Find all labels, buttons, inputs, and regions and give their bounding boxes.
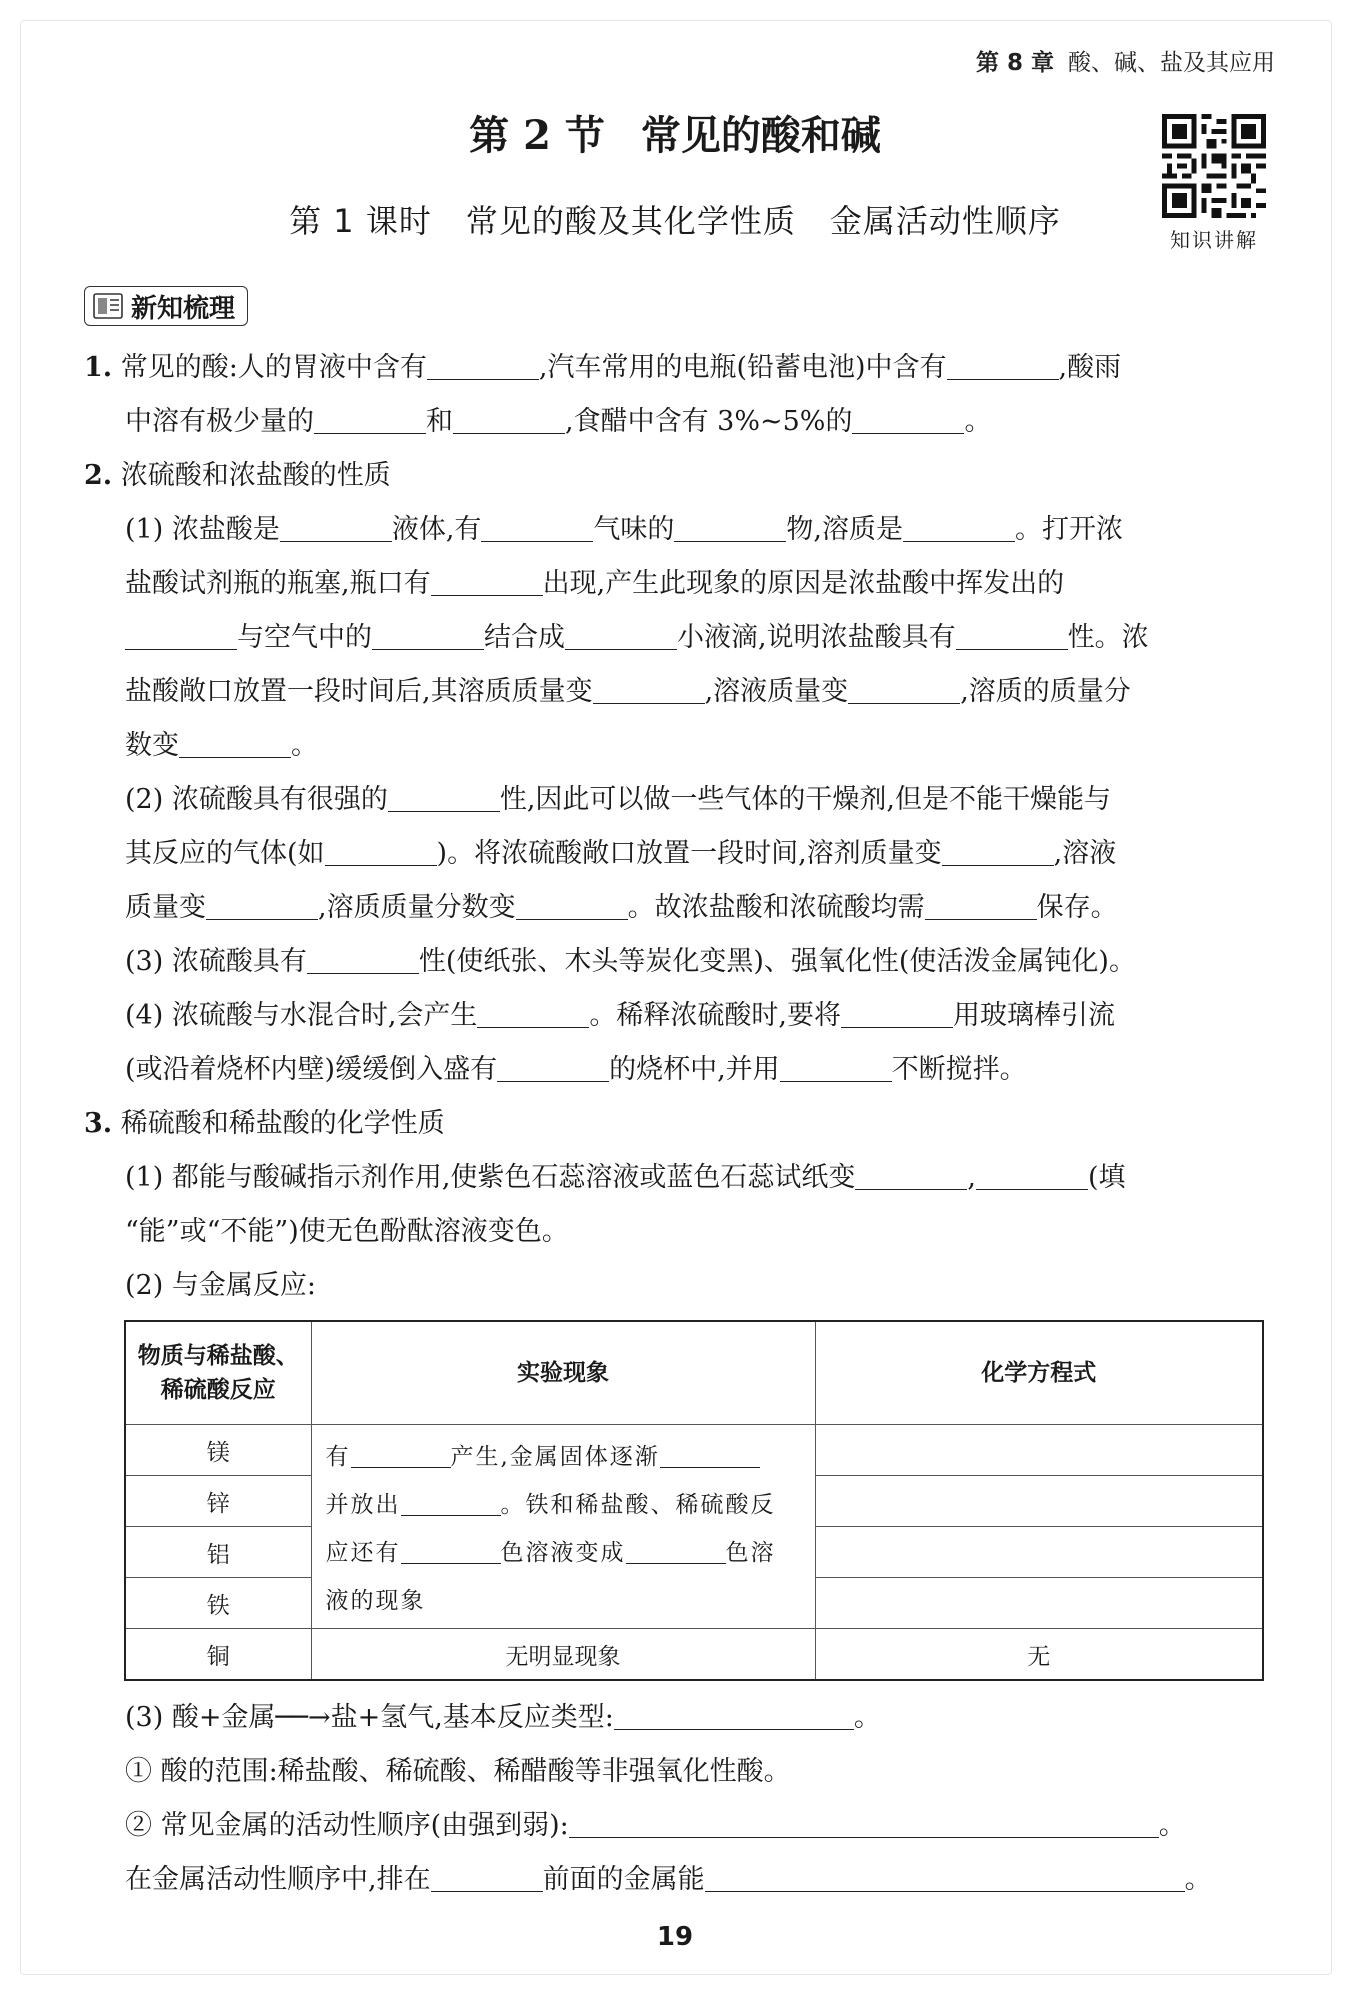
answer-blank[interactable]	[280, 515, 392, 542]
answer-blank[interactable]	[626, 1543, 726, 1564]
answer-blank[interactable]	[481, 515, 593, 542]
q2-p4-line-1	[125, 998, 1115, 1034]
lesson-subtitle	[0, 196, 1350, 242]
q3-text: 在金属活动性顺序中,排在	[125, 1864, 431, 1895]
q2-text: ,溶质质量分数变	[318, 892, 516, 923]
q3-p1-line-1	[125, 1160, 1126, 1196]
answer-blank[interactable]	[925, 893, 1037, 920]
q2-title	[84, 458, 391, 494]
q1-line-2	[125, 404, 991, 440]
section-header-badge	[84, 286, 248, 326]
q3-c2	[125, 1808, 1186, 1844]
q3-text: 。	[853, 1702, 881, 1733]
q3-title-text: 稀硫酸和稀盐酸的化学性质	[120, 1108, 445, 1139]
q2-text: (1) 浓盐酸是	[125, 514, 280, 545]
answer-blank[interactable]	[125, 623, 237, 650]
metal-cell: 镁	[125, 1425, 311, 1476]
qr-code-icon[interactable]	[1162, 114, 1266, 218]
q2-text: ,溶质的质量分	[960, 676, 1131, 707]
q2-text: (4) 浓硫酸与水混合时,会产生	[125, 1000, 478, 1031]
q2-p2-line-2	[125, 836, 1116, 872]
table-row	[125, 1629, 1263, 1681]
answer-blank[interactable]	[956, 623, 1068, 650]
answer-blank[interactable]	[942, 839, 1054, 866]
q3-text: (2) 与金属反应:	[125, 1270, 316, 1301]
q2-text: ,溶液质量变	[704, 676, 849, 707]
q2-p1-line-2	[125, 566, 1064, 602]
q2-p1-line-3	[125, 620, 1149, 656]
open-book-icon	[93, 293, 123, 319]
table-header-equation: 化学方程式	[815, 1321, 1263, 1425]
q3-text: (1) 都能与酸碱指示剂作用,使紫色石蕊溶液或蓝色石蕊试纸变	[125, 1162, 856, 1193]
q2-text: 。稀释浓硫酸时,要将	[589, 1000, 842, 1031]
answer-blank[interactable]	[569, 1811, 1159, 1838]
q2-text: 性(使纸张、木头等炭化变黑)、强氧化性(使活泼金属钝化)。	[418, 946, 1136, 977]
answer-blank[interactable]	[372, 623, 484, 650]
lesson-topic-2: 金属活动性顺序	[829, 202, 1061, 240]
page-number: 19	[656, 1922, 694, 1952]
q2-text: 液体,有	[391, 514, 482, 545]
q2-text: 气味的	[593, 514, 675, 545]
q2-p1-line-5	[125, 728, 318, 764]
answer-blank[interactable]	[497, 1055, 609, 1082]
answer-blank[interactable]	[388, 785, 500, 812]
answer-blank[interactable]	[660, 1447, 760, 1468]
q3-c3	[125, 1862, 1212, 1898]
answer-blank[interactable]	[614, 1703, 854, 1730]
answer-blank[interactable]	[325, 839, 437, 866]
q1-text: 和	[426, 406, 453, 437]
table-header-phenomenon: 实验现象	[311, 1321, 815, 1425]
phenomenon-text: 液的现象	[325, 1588, 426, 1614]
phenomenon-text: 有	[325, 1444, 351, 1470]
q2-text: (3) 浓硫酸具有	[125, 946, 307, 977]
q2-p3	[125, 944, 1136, 980]
copper-equation-cell: 无	[815, 1629, 1263, 1681]
answer-blank[interactable]	[314, 407, 426, 434]
metal-cell: 铁	[125, 1578, 311, 1629]
section-header-label: 新知梳理	[131, 293, 236, 324]
q2-text: (或沿着烧杯内壁)缓缓倒入盛有	[125, 1054, 498, 1085]
q1-text: ,食醋中含有 3%~5%的	[565, 406, 853, 437]
q2-text: 与空气中的	[237, 622, 372, 653]
q3-c1	[125, 1754, 791, 1790]
phenomenon-cell	[311, 1425, 815, 1629]
lesson-number: 第 1 课时	[289, 202, 432, 240]
q1-number: 1.	[84, 352, 113, 383]
q2-text: 出现,产生此现象的原因是浓盐酸中挥发出的	[542, 568, 1065, 599]
answer-blank[interactable]	[516, 893, 628, 920]
q2-p1-line-4	[125, 674, 1131, 710]
q2-p2-line-3	[125, 890, 1118, 926]
answer-blank[interactable]	[565, 623, 677, 650]
q2-text: 性,因此可以做一些气体的干燥剂,但是不能干燥能与	[499, 784, 1111, 815]
q1-text: ,酸雨	[1058, 352, 1122, 383]
answer-blank[interactable]	[351, 1447, 451, 1468]
metal-reaction-table	[124, 1320, 1264, 1681]
metal-cell: 铝	[125, 1527, 311, 1578]
answer-blank[interactable]	[401, 1495, 501, 1516]
q2-number: 2.	[84, 460, 113, 491]
answer-blank[interactable]	[593, 677, 705, 704]
chapter-number: 第 8 章	[975, 50, 1054, 76]
section-title	[0, 104, 1350, 161]
answer-blank[interactable]	[431, 1865, 543, 1892]
header-text: 稀硫酸反应	[160, 1377, 276, 1403]
q3-number: 3.	[84, 1108, 113, 1139]
q2-text: 用玻璃棒引流	[953, 1000, 1116, 1031]
q2-text: 其反应的气体(如	[125, 838, 325, 869]
q2-text: 物,溶质是	[786, 514, 904, 545]
q2-text: 性。浓	[1067, 622, 1149, 653]
answer-blank[interactable]	[401, 1543, 501, 1564]
q3-text: (3) 酸+金属──→盐+氢气,基本反应类型:	[125, 1702, 614, 1733]
q2-text: 。	[291, 730, 318, 761]
q2-text: 。打开浓	[1015, 514, 1124, 545]
q2-text: 盐酸试剂瓶的瓶塞,瓶口有	[125, 568, 431, 599]
equation-cell[interactable]	[815, 1527, 1263, 1578]
answer-blank[interactable]	[947, 353, 1059, 380]
q2-text: )。将浓硫酸敞口放置一段时间,溶剂质量变	[436, 838, 942, 869]
answer-blank[interactable]	[848, 677, 960, 704]
phenomenon-text: 。铁和稀盐酸、稀硫酸反	[500, 1492, 776, 1518]
table-header-row	[125, 1321, 1263, 1425]
phenomenon-text: 并放出	[325, 1492, 401, 1518]
q2-text: 小液滴,说明浓盐酸具有	[677, 622, 956, 653]
phenomenon-text: 色溶	[725, 1540, 776, 1566]
q2-p4-line-2	[125, 1052, 1027, 1088]
q2-text: 盐酸敞口放置一段时间后,其溶质质量变	[125, 676, 593, 707]
lesson-topic-1: 常见的酸及其化学性质	[465, 202, 796, 240]
q2-text: 数变	[125, 730, 179, 761]
q2-text: 结合成	[484, 622, 565, 653]
table-header-substance	[125, 1321, 311, 1425]
q2-text: 不断搅拌。	[891, 1054, 1027, 1085]
q3-p1-line-2	[125, 1214, 569, 1250]
equation-cell[interactable]	[815, 1425, 1263, 1476]
section-number: 第 2 节	[469, 112, 605, 159]
answer-blank[interactable]	[976, 1163, 1088, 1190]
q2-text: 的烧杯中,并用	[609, 1054, 780, 1085]
q2-text: ,溶液	[1053, 838, 1117, 869]
q2-p2-line-1	[125, 782, 1111, 818]
header-text: 物质与稀盐酸、	[137, 1343, 299, 1369]
answer-blank[interactable]	[431, 569, 543, 596]
q1-text: 。	[964, 406, 992, 437]
q3-title	[84, 1106, 445, 1142]
chapter-title: 酸、碱、盐及其应用	[1068, 50, 1275, 76]
q3-p2	[125, 1268, 316, 1304]
answer-blank[interactable]	[855, 1163, 967, 1190]
answer-blank[interactable]	[179, 731, 291, 758]
phenomenon-text: 色溶液变成	[500, 1540, 626, 1566]
answer-blank[interactable]	[477, 1001, 589, 1028]
q3-text: 前面的金属能	[542, 1864, 705, 1895]
q3-text: (填	[1088, 1162, 1126, 1193]
q3-text: 。	[1184, 1864, 1212, 1895]
q2-text: 质量变	[125, 892, 206, 923]
q2-title-text: 浓硫酸和浓盐酸的性质	[120, 460, 391, 491]
q1-text: 中溶有极少量的	[125, 406, 314, 437]
phenomenon-text: 产生,金属固体逐渐	[450, 1444, 660, 1470]
q1-text: ,汽车常用的电瓶(铅蓄电池)中含有	[538, 352, 947, 383]
q3-text: 。	[1158, 1810, 1186, 1841]
q3-text: “能”或“不能”)使无色酚酞溶液变色。	[125, 1216, 569, 1247]
equation-cell[interactable]	[815, 1578, 1263, 1629]
q3-text: ,	[967, 1162, 977, 1193]
q1-text: 常见的酸:人的胃液中含有	[120, 352, 427, 383]
answer-blank[interactable]	[427, 353, 539, 380]
answer-blank[interactable]	[780, 1055, 892, 1082]
phenomenon-text: 应还有	[325, 1540, 401, 1566]
equation-cell[interactable]	[815, 1476, 1263, 1527]
copper-phenomenon-cell: 无明显现象	[311, 1629, 815, 1681]
chapter-header	[976, 44, 1275, 77]
answer-blank[interactable]	[307, 947, 419, 974]
q3-text: ① 酸的范围:稀盐酸、稀硫酸、稀醋酸等非强氧化性酸。	[125, 1756, 791, 1787]
q2-text: (2) 浓硫酸具有很强的	[125, 784, 388, 815]
q2-p1-line-1	[125, 512, 1123, 548]
answer-blank[interactable]	[674, 515, 786, 542]
q3-text: ② 常见金属的活动性顺序(由强到弱):	[125, 1810, 569, 1841]
q2-text: 保存。	[1036, 892, 1118, 923]
q1-line-1	[84, 350, 1121, 386]
answer-blank[interactable]	[841, 1001, 953, 1028]
answer-blank[interactable]	[705, 1865, 1185, 1892]
q3-p3	[125, 1700, 881, 1736]
q2-text: 。故浓盐酸和浓硫酸均需	[627, 892, 925, 923]
section-name: 常见的酸和碱	[640, 112, 881, 159]
answer-blank[interactable]	[206, 893, 318, 920]
table-row	[125, 1425, 1263, 1476]
metal-cell: 铜	[125, 1629, 311, 1681]
answer-blank[interactable]	[903, 515, 1015, 542]
qr-caption: 知识讲解	[1170, 228, 1258, 252]
answer-blank[interactable]	[852, 407, 964, 434]
metal-cell: 锌	[125, 1476, 311, 1527]
answer-blank[interactable]	[453, 407, 565, 434]
